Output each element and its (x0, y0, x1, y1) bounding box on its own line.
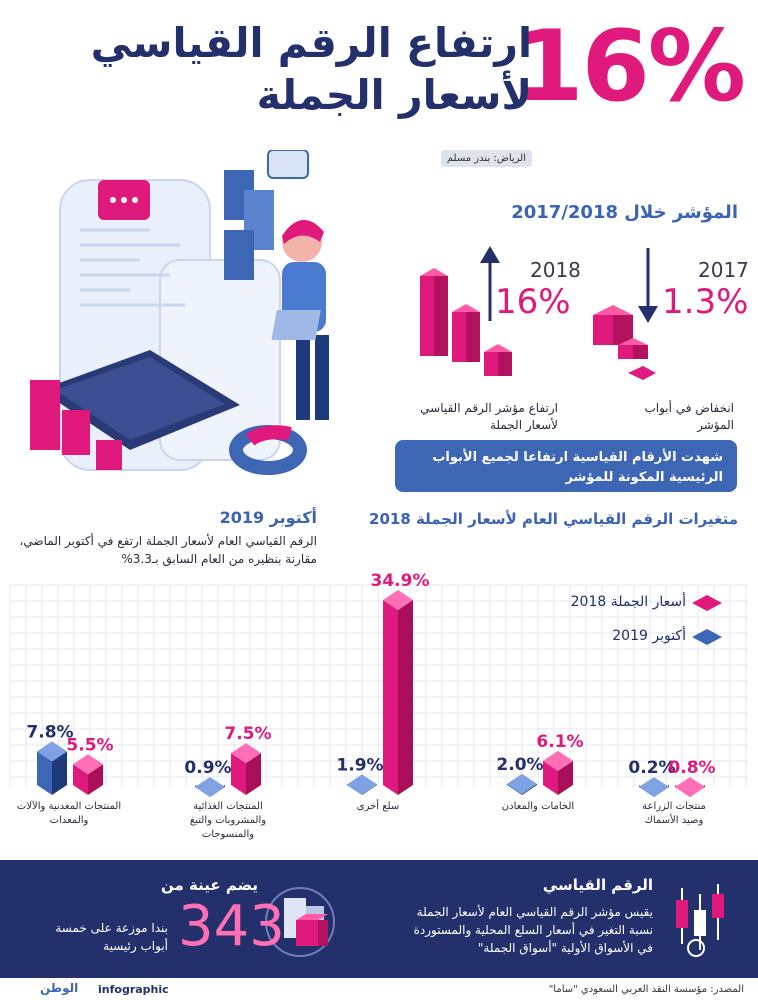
value-label-2019-1: 2.0% (496, 754, 544, 775)
value-label-2018-0: 0.8% (668, 758, 716, 778)
category-label-metal: المنتجات المعدنية والآلات والمعدات (16, 801, 122, 826)
october-title: أكتوبر 2019 (219, 508, 317, 527)
category-label-food: المنتجات الغذائية والمشروبات والتبغ والمنسوجات (189, 801, 267, 840)
headline-line1: ارتفاع الرقم القياسي (90, 19, 532, 67)
pct-2017-value: 1.3% (662, 282, 749, 322)
year-2018-label: 2018 (530, 258, 581, 282)
october-text: الرقم القياسي العام لأسعار الجملة ارتفع في أكتوبر الماضي، مقارنة بنظيره من العام السابق بـ3.3% (19, 534, 317, 566)
bar-2018-2 (383, 590, 413, 795)
category-label-other: سلع أخرى (356, 801, 400, 812)
caption-2018: ارتفاع مؤشر الرقم القياسي لأسعار الجملة (420, 401, 558, 433)
decline-blocks-graphic (588, 305, 658, 385)
chart-title: متغيرات الرقم القياسي العام لأسعار الجملة 2018 (369, 510, 738, 528)
bar-2018-4 (73, 754, 103, 795)
bar-2018-1 (543, 751, 573, 795)
author-credit: الرياض: بندر مسلم (441, 150, 532, 167)
value-label-2019-3: 0.9% (184, 758, 232, 778)
bar-2018-3 (231, 743, 261, 795)
index-section-title: المؤشر خلال 2017/2018 (511, 202, 738, 223)
legend-swatch-2019 (690, 627, 724, 647)
newspaper-logo: الوطن (40, 981, 79, 995)
bar-2019-4 (37, 741, 67, 795)
index-footer-title: الرقم القياسي (542, 876, 653, 894)
value-label-2019-4: 7.8% (26, 722, 74, 743)
headline-line2: لأسعار الجملة (256, 71, 532, 119)
sample-number: 343 (178, 894, 285, 959)
bar-2019-3 (195, 777, 225, 797)
rise-blocks-graphic (418, 268, 518, 388)
value-label-2018-3: 7.5% (224, 724, 272, 745)
year-2017-label: 2017 (698, 258, 749, 282)
legend-swatch-2018 (690, 593, 724, 613)
value-label-2019-2: 1.9% (336, 755, 384, 776)
index-footer-line3: في الأسواق الأولية "أسواق الجملة" (477, 941, 653, 955)
index-footer-line1: يقيس مؤشر الرقم القياسي العام لأسعار الجملة (416, 905, 653, 919)
value-label-2018-4: 5.5% (66, 735, 114, 756)
laptop-person-illustration (0, 150, 380, 500)
value-label-2018-2: 34.9% (370, 571, 430, 591)
sample-text-line1: بندا موزعة على خمسة (55, 921, 168, 935)
value-label-2019-0: 0.2% (628, 758, 676, 778)
source-text: المصدر: مؤسسة النقد العربي السعودي "ساما" (548, 984, 744, 995)
pct-2018-value: 16% (495, 282, 571, 322)
category-label-ores: الخامات والمعادن (501, 801, 575, 812)
sample-text-line2: أبواب رئيسية (103, 939, 168, 953)
bar-2019-0 (639, 777, 669, 797)
legend-label-2019: أكتوبر 2019 (612, 628, 686, 644)
banner-line2: الرئيسية المكونة للمؤشر (565, 469, 723, 485)
banner-line1: شهدت الأرقام القياسية ارتفاعا لجميع الأبواب (432, 450, 723, 465)
value-label-2018-1: 6.1% (536, 731, 584, 752)
caption-2017: انخفاض في أبواب المؤشر (644, 401, 734, 433)
bar-2018-0 (675, 777, 705, 797)
index-footer-line2: نسبة التغير في أسعار السلع المحلية والمستوردة (413, 923, 653, 937)
category-label-agriculture: منتجات الزراعة وصيد الأسماك (642, 801, 706, 826)
info-banner (395, 440, 737, 492)
candlestick-icon (668, 880, 738, 960)
brand-label: infographic (98, 983, 169, 996)
headline-percent: 16% (515, 10, 744, 124)
legend-label-2018: أسعار الجملة 2018 (570, 594, 686, 610)
sample-title: يضم عينة من (161, 876, 258, 894)
